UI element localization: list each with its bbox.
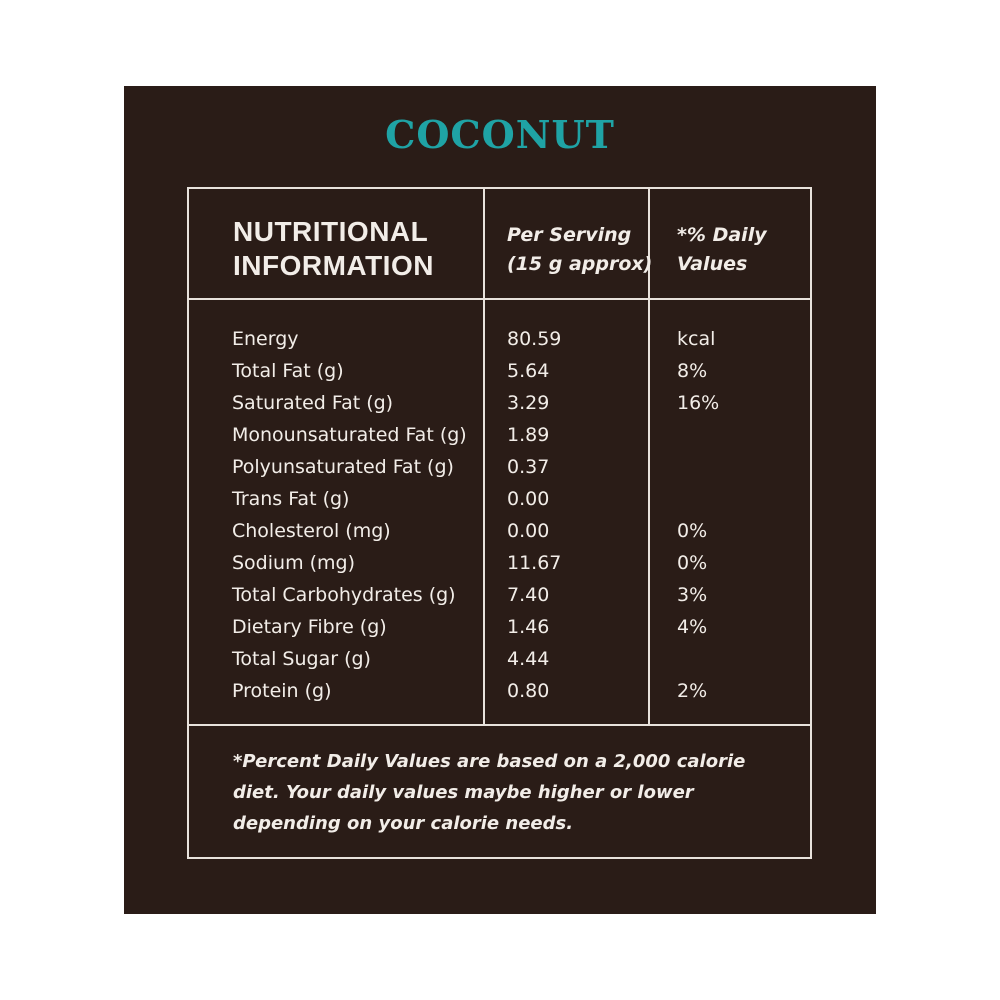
nutrient-per-serving: 0.00 <box>507 488 550 510</box>
nutrition-table <box>187 187 812 859</box>
nutrient-per-serving: 1.89 <box>507 424 550 446</box>
nutrient-row <box>189 515 810 547</box>
nutrient-row <box>189 355 810 387</box>
nutrient-name: Trans Fat (g) <box>232 488 350 510</box>
nutrient-daily-value: 16% <box>677 392 720 414</box>
footnote: *Percent Daily Values are based on a 2,000 calorie diet. Your daily values maybe higher or lower depending on your calorie needs. <box>233 751 746 834</box>
nutrition-rows <box>189 323 810 707</box>
nutrient-name: Dietary Fibre (g) <box>232 616 387 638</box>
nutrient-daily-value: 4% <box>677 616 708 638</box>
nutrient-per-serving: 80.59 <box>507 328 562 350</box>
nutrient-daily-value: kcal <box>677 328 716 350</box>
nutrient-per-serving: 11.67 <box>507 552 562 574</box>
nutrient-per-serving: 0.37 <box>507 456 550 478</box>
nutrient-per-serving: 5.64 <box>507 360 550 382</box>
product-title: COCONUT <box>385 112 615 157</box>
nutrient-row <box>189 579 810 611</box>
nutrient-name: Total Carbohydrates (g) <box>232 584 456 606</box>
nutrient-per-serving: 3.29 <box>507 392 550 414</box>
nutrient-name: Sodium (mg) <box>232 552 356 574</box>
nutrient-row <box>189 387 810 419</box>
nutrient-row <box>189 451 810 483</box>
nutrient-daily-value: 8% <box>677 360 708 382</box>
footer-divider <box>189 724 810 726</box>
nutrient-row <box>189 547 810 579</box>
header-nutritional-information: NUTRITIONAL INFORMATION <box>233 216 434 281</box>
nutrient-name: Monounsaturated Fat (g) <box>232 424 467 446</box>
nutrient-per-serving: 0.00 <box>507 520 550 542</box>
nutrient-daily-value: 0% <box>677 552 708 574</box>
nutrient-per-serving: 0.80 <box>507 680 550 702</box>
nutrient-name: Cholesterol (mg) <box>232 520 391 542</box>
nutrient-row <box>189 643 810 675</box>
nutrient-daily-value: 3% <box>677 584 708 606</box>
nutrient-name: Saturated Fat (g) <box>232 392 394 414</box>
header-divider <box>189 298 810 300</box>
nutrient-name: Protein (g) <box>232 680 332 702</box>
nutrient-row <box>189 611 810 643</box>
header-daily-values: *% Daily Values <box>677 224 767 275</box>
nutrient-name: Total Fat (g) <box>232 360 344 382</box>
nutrient-daily-value: 2% <box>677 680 708 702</box>
nutrient-name: Energy <box>232 328 299 350</box>
nutrient-per-serving: 4.44 <box>507 648 550 670</box>
nutrient-row <box>189 323 810 355</box>
header-per-serving: Per Serving (15 g approx) <box>507 224 653 275</box>
nutrient-name: Polyunsaturated Fat (g) <box>232 456 454 478</box>
nutrient-row <box>189 419 810 451</box>
nutrient-row <box>189 483 810 515</box>
nutrient-row <box>189 675 810 707</box>
nutrient-per-serving: 7.40 <box>507 584 550 606</box>
nutrient-daily-value: 0% <box>677 520 708 542</box>
nutrient-per-serving: 1.46 <box>507 616 550 638</box>
nutrient-name: Total Sugar (g) <box>232 648 371 670</box>
